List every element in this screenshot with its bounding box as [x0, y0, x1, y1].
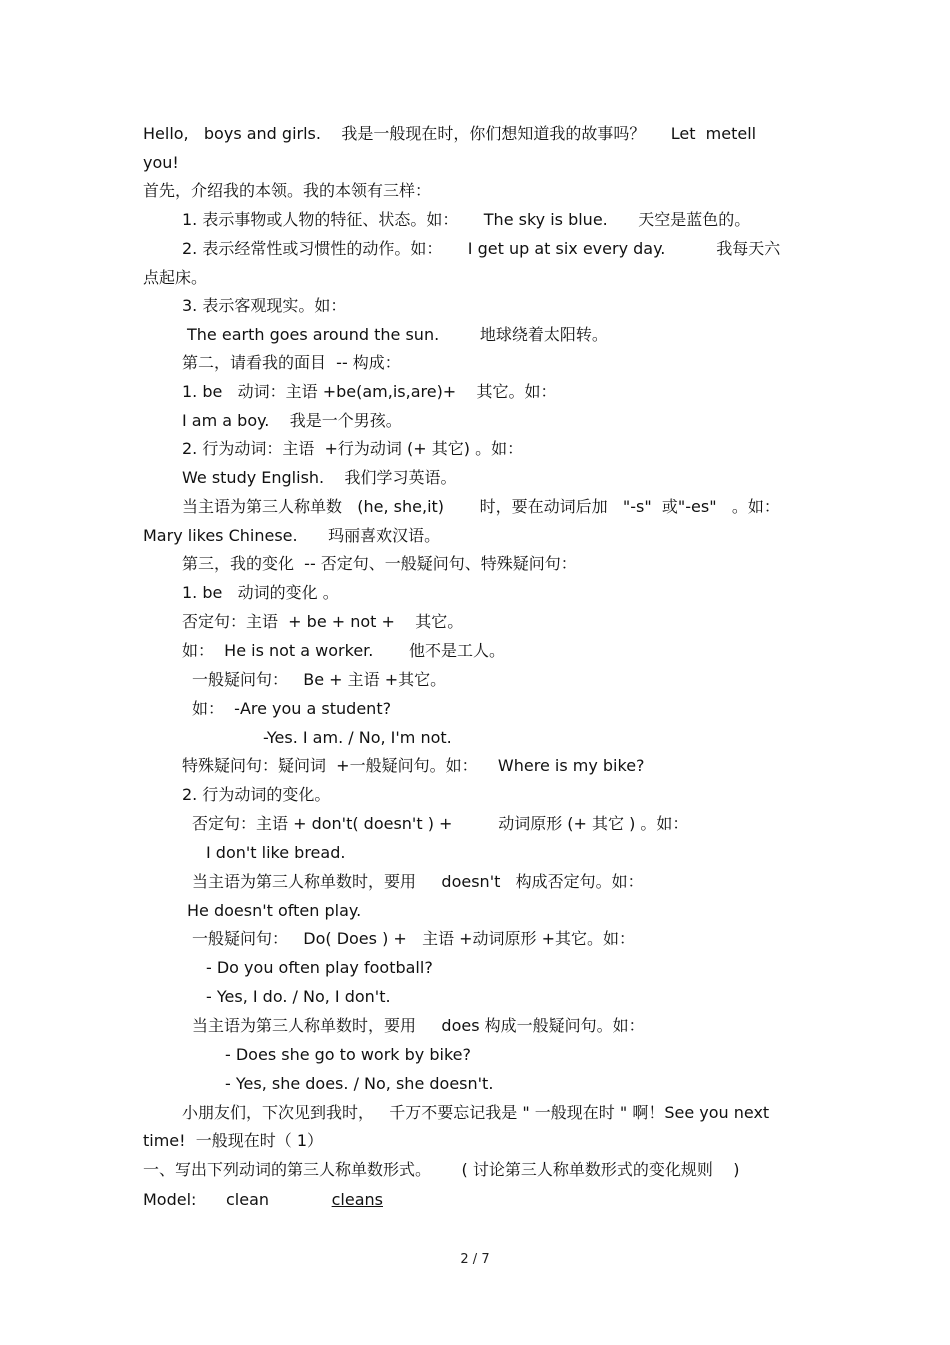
text-line: 当主语为第三人称单数 (he, she,it) 时，要在动词后加 "-s" 或"-es" 。如： — [182, 497, 780, 516]
text-line: 一般疑问句： Be + 主语 +其它。 — [192, 670, 447, 689]
text-line: 否定句：主语 + don't( doesn't ) + 动词原形 (+ 其它 ) 。如： — [192, 814, 689, 833]
text-line: 1. 表示事物或人物的特征、状态。如： The sky is blue. 天空是蓝色的。 — [182, 210, 751, 229]
text-line: 2. 行为动词：主语 +行为动词 (+ 其它) 。如： — [182, 439, 524, 458]
model-verb: clean — [226, 1190, 270, 1209]
text-line: 如： He is not a worker. 他不是工人。 — [182, 641, 505, 660]
model-answer: cleans — [331, 1190, 383, 1209]
page-number: 2 / 7 — [460, 1252, 490, 1267]
text-line: 否定句：主语 + be + not + 其它。 — [182, 612, 464, 631]
text-line: 1. be 动词的变化 。 — [182, 583, 339, 602]
text-line: He doesn't often play. — [187, 901, 362, 920]
text-line: 特殊疑问句：疑问词 +一般疑问句。如： Where is my bike? — [182, 756, 645, 775]
text-line: -Yes. I am. / No, I'm not. — [263, 728, 452, 747]
text-line: 当主语为第三人称单数时，要用 doesn't 构成否定句。如： — [192, 872, 644, 891]
text-line: - Does she go to work by bike? — [225, 1045, 471, 1064]
text-line: 一、写出下列动词的第三人称单数形式。 ( 讨论第三人称单数形式的变化规则 ) — [143, 1160, 740, 1179]
text-line: 当主语为第三人称单数时，要用 does 构成一般疑问句。如： — [192, 1016, 645, 1035]
text-line: - Do you often play football? — [206, 958, 433, 977]
text-line: 首先，介绍我的本领。我的本领有三样： — [143, 181, 432, 200]
text-line: The earth goes around the sun. 地球绕着太阳转。 — [187, 325, 608, 344]
text-line: I don't like bread. — [206, 843, 346, 862]
text-line: 小朋友们，下次见到我时， 千万不要忘记我是 " 一般现在时 " 啊！See you next — [182, 1103, 770, 1122]
text-line: 如： -Are you a student? — [192, 699, 392, 718]
text-line: 2. 表示经常性或习惯性的动作。如： I get up at six every day. 我每天六 — [182, 239, 781, 258]
text-line: - Yes, I do. / No, I don't. — [206, 987, 391, 1006]
text-line: 第三，我的变化 -- 否定句、一般疑问句、特殊疑问句： — [182, 554, 577, 573]
text-line: 3. 表示客观现实。如： — [182, 296, 347, 315]
text-line: time! 一般现在时（ 1） — [143, 1131, 324, 1150]
text-line: 一般疑问句： Do( Does ) + 主语 +动词原形 +其它。如： — [192, 929, 636, 948]
text-line: Hello, boys and girls. 我是一般现在时，你们想知道我的故事吗？ Let metell — [143, 124, 757, 143]
text-line: you! — [143, 153, 179, 172]
text-line: 第二，请看我的面目 -- 构成： — [182, 353, 401, 372]
text-line: 点起床。 — [143, 268, 208, 287]
text-line: 1. be 动词：主语 +be(am,is,are)+ 其它。如： — [182, 382, 557, 401]
text-line: I am a boy. 我是一个男孩。 — [182, 411, 402, 430]
text-line: 2. 行为动词的变化。 — [182, 785, 331, 804]
text-line: - Yes, she does. / No, she doesn't. — [225, 1074, 494, 1093]
text-line: We study English. 我们学习英语。 — [182, 468, 457, 487]
model-label: Model: — [143, 1190, 197, 1209]
text-line: Mary likes Chinese. 玛丽喜欢汉语。 — [143, 526, 441, 545]
